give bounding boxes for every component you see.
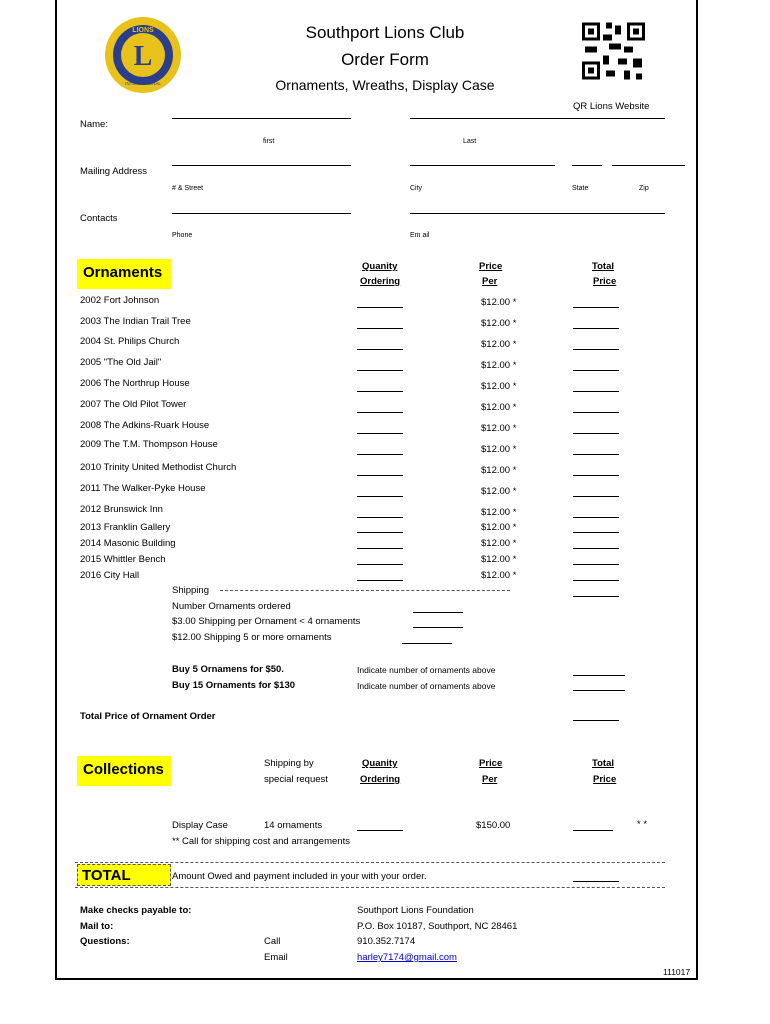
ornament-total-field[interactable] — [573, 517, 619, 518]
first-caption: first — [263, 138, 275, 145]
ship-special-1: Shipping by — [264, 758, 314, 769]
ornament-qty-field[interactable] — [357, 412, 403, 413]
title-line2: Order Form — [341, 50, 429, 69]
indicate2-label: Indicate number of ornaments above — [357, 681, 496, 691]
ornament-name: 2007 The Old Pilot Tower — [80, 399, 187, 410]
payable-label: Make checks payable to: — [80, 905, 192, 916]
coll-col-qty-2: Ordering — [360, 774, 401, 785]
ornament-name: 2016 City Hall — [80, 570, 140, 581]
email-label: Email — [264, 952, 288, 963]
ornament-name: 2012 Brunswick Inn — [80, 504, 163, 515]
email-link[interactable]: harley7174@gmail.com — [357, 952, 457, 963]
ornament-price: $12.00 * — [481, 402, 517, 413]
display-case-label: Display Case — [172, 820, 228, 831]
coll-col-total-2: Price — [593, 774, 617, 785]
grand-total-field[interactable] — [573, 881, 619, 882]
ornament-total-field[interactable] — [573, 532, 619, 533]
payee: Southport Lions Foundation — [357, 905, 474, 916]
subtitle: Ornaments, Wreaths, Display Case — [275, 77, 495, 93]
state-caption: State — [572, 185, 589, 192]
phone-field[interactable] — [172, 213, 351, 214]
ornament-qty-field[interactable] — [357, 532, 403, 533]
ornament-total-field[interactable] — [573, 433, 619, 434]
ornament-qty-field[interactable] — [357, 517, 403, 518]
ornament-total-field[interactable] — [573, 564, 619, 565]
ornament-price: $12.00 * — [481, 360, 517, 371]
shipping-divider — [220, 590, 510, 591]
ornament-qty-field[interactable] — [357, 564, 403, 565]
ornament-total-field[interactable] — [573, 307, 619, 308]
email-field[interactable] — [410, 213, 665, 214]
ornament-total-field[interactable] — [573, 328, 619, 329]
ornament-price: $12.00 * — [481, 381, 517, 392]
ship-more-field[interactable] — [402, 643, 452, 644]
call-label: Call — [264, 936, 281, 947]
coll-col-price-2: Per — [482, 774, 498, 785]
ship-less-field[interactable] — [413, 627, 463, 628]
ornament-qty-field[interactable] — [357, 349, 403, 350]
svg-text:L: L — [133, 41, 153, 72]
ornament-qty-field[interactable] — [357, 548, 403, 549]
phone-number: 910.352.7174 — [357, 936, 416, 947]
ornament-total-field[interactable] — [573, 349, 619, 350]
ornament-name: 2011 The Walker-Pyke House — [80, 483, 206, 494]
ornament-qty-field[interactable] — [357, 454, 403, 455]
ornament-price: $12.00 * — [481, 423, 517, 434]
lions-logo — [103, 15, 183, 95]
ornament-name: 2009 The T.M. Thompson House — [80, 439, 218, 450]
ornament-total-label: Total Price of Ornament Order — [80, 711, 216, 722]
buy15-label: Buy 15 Ornaments for $130 — [172, 680, 296, 691]
state-field[interactable] — [572, 165, 602, 166]
col-price-2: Per — [482, 276, 498, 287]
ornament-qty-field[interactable] — [357, 496, 403, 497]
ornament-name: 2006 The Northrup House — [80, 378, 190, 389]
col-qty-2: Ordering — [360, 276, 401, 287]
ornament-price: $12.00 * — [481, 465, 517, 476]
address: P.O. Box 10187, Southport, NC 28461 — [357, 921, 518, 932]
ornament-name: 2015 Whittler Bench — [80, 554, 166, 565]
form-code: 111017 — [663, 967, 691, 977]
buy5-label: Buy 5 Ornamens for $50. — [172, 664, 284, 675]
display-case-detail: 14 ornaments — [264, 820, 323, 831]
ornament-price: $12.00 * — [481, 507, 517, 518]
ornament-total-field[interactable] — [573, 548, 619, 549]
ornament-price: $12.00 * — [481, 486, 517, 497]
display-case-qty-field[interactable] — [357, 830, 403, 831]
street-field[interactable] — [172, 165, 351, 166]
city-caption: City — [410, 185, 423, 192]
mail-label: Mail to: — [80, 921, 114, 932]
ornament-qty-field[interactable] — [357, 307, 403, 308]
ornament-price: $12.00 * — [481, 318, 517, 329]
last-name-field[interactable] — [410, 118, 665, 119]
ornament-price: $12.00 * — [481, 444, 517, 455]
col-total-1: Total — [592, 261, 614, 272]
buy15-field[interactable] — [573, 690, 625, 691]
number-ordered-label: Number Ornaments ordered — [172, 601, 291, 612]
ornament-qty-field[interactable] — [357, 370, 403, 371]
ornament-qty-field[interactable] — [357, 475, 403, 476]
ornament-name: 2013 Franklin Gallery — [80, 522, 171, 533]
street-caption: # & Street — [172, 185, 204, 192]
mailing-label: Mailing Address — [80, 166, 148, 177]
ornament-price: $12.00 * — [481, 339, 517, 350]
ornament-qty-field[interactable] — [357, 328, 403, 329]
col-price-1: Price — [479, 261, 503, 272]
col-total-2: Price — [593, 276, 617, 287]
ornament-name: 2003 The Indian Trail Tree — [80, 316, 191, 327]
coll-col-qty-1: Quanity — [362, 758, 398, 769]
city-field[interactable] — [410, 165, 555, 166]
ornament-name: 2008 The Adkins-Ruark House — [80, 420, 210, 431]
indicate1-label: Indicate number of ornaments above — [357, 665, 496, 675]
coll-col-total-1: Total — [592, 758, 614, 769]
shipping-label: Shipping — [172, 585, 209, 596]
qr-caption: QR Lions Website — [573, 101, 650, 112]
ornament-price: $12.00 * — [481, 554, 517, 565]
shipping-total-field[interactable] — [573, 596, 619, 597]
ship-less-label: $3.00 Shipping per Ornament < 4 ornaments — [172, 616, 361, 627]
ornament-qty-field[interactable] — [357, 580, 403, 581]
qr-code[interactable] — [582, 22, 645, 80]
buy5-field[interactable] — [573, 675, 625, 676]
display-case-stars: * * — [637, 819, 648, 830]
ornament-total-field[interactable] — [573, 496, 619, 497]
ornament-name: 2002 Fort Johnson — [80, 295, 160, 306]
ornament-price: $12.00 * — [481, 570, 517, 581]
ornament-total-field[interactable] — [573, 720, 619, 721]
total-heading: TOTAL — [77, 864, 171, 886]
call-shipping-note: ** Call for shipping cost and arrangements — [172, 836, 350, 847]
total-text: Amount Owed and payment included in your with your order. — [172, 871, 427, 882]
display-case-price: $150.00 — [476, 820, 511, 831]
contacts-label: Contacts — [80, 213, 118, 224]
total-bottom-divider — [75, 887, 665, 888]
ornament-total-field[interactable] — [573, 391, 619, 392]
logo-top-text: LIONS — [132, 27, 154, 34]
total-top-divider — [75, 862, 665, 863]
ornament-total-field[interactable] — [573, 370, 619, 371]
ornaments-heading: Ornaments — [77, 259, 171, 289]
zip-field[interactable] — [612, 165, 685, 166]
col-qty-1: Quanity — [362, 261, 398, 272]
ornament-total-field[interactable] — [573, 580, 619, 581]
number-ordered-field[interactable] — [413, 612, 463, 613]
ornament-price: $12.00 * — [481, 538, 517, 549]
last-caption: Last — [463, 138, 477, 145]
phone-caption: Phone — [172, 232, 193, 239]
questions-label: Questions: — [80, 936, 130, 947]
ornament-name: 2010 Trinity United Methodist Church — [80, 462, 237, 473]
ornament-name: 2005 "The Old Jail" — [80, 357, 162, 368]
ship-more-label: $12.00 Shipping 5 or more ornaments — [172, 632, 332, 643]
collections-heading: Collections — [77, 756, 171, 786]
ornament-price: $12.00 * — [481, 522, 517, 533]
ornament-name: 2004 St. Philips Church — [80, 336, 180, 347]
zip-caption: Zip — [639, 185, 649, 192]
title-line1: Southport Lions Club — [305, 23, 465, 42]
display-case-total-field[interactable] — [573, 830, 613, 831]
ornament-total-field[interactable] — [573, 475, 619, 476]
ornament-price: $12.00 * — [481, 297, 517, 308]
ornament-total-field[interactable] — [573, 412, 619, 413]
ornament-qty-field[interactable] — [357, 433, 403, 434]
ornament-qty-field[interactable] — [357, 391, 403, 392]
ship-special-2: special request — [264, 774, 328, 785]
coll-col-price-1: Price — [479, 758, 503, 769]
ornament-total-field[interactable] — [573, 454, 619, 455]
email-caption: Em ail — [410, 232, 430, 239]
first-name-field[interactable] — [172, 118, 351, 119]
logo-bottom-text: INTERNATIONAL — [125, 81, 161, 86]
ornament-name: 2014 Masonic Building — [80, 538, 176, 549]
name-label: Name: — [80, 119, 108, 130]
